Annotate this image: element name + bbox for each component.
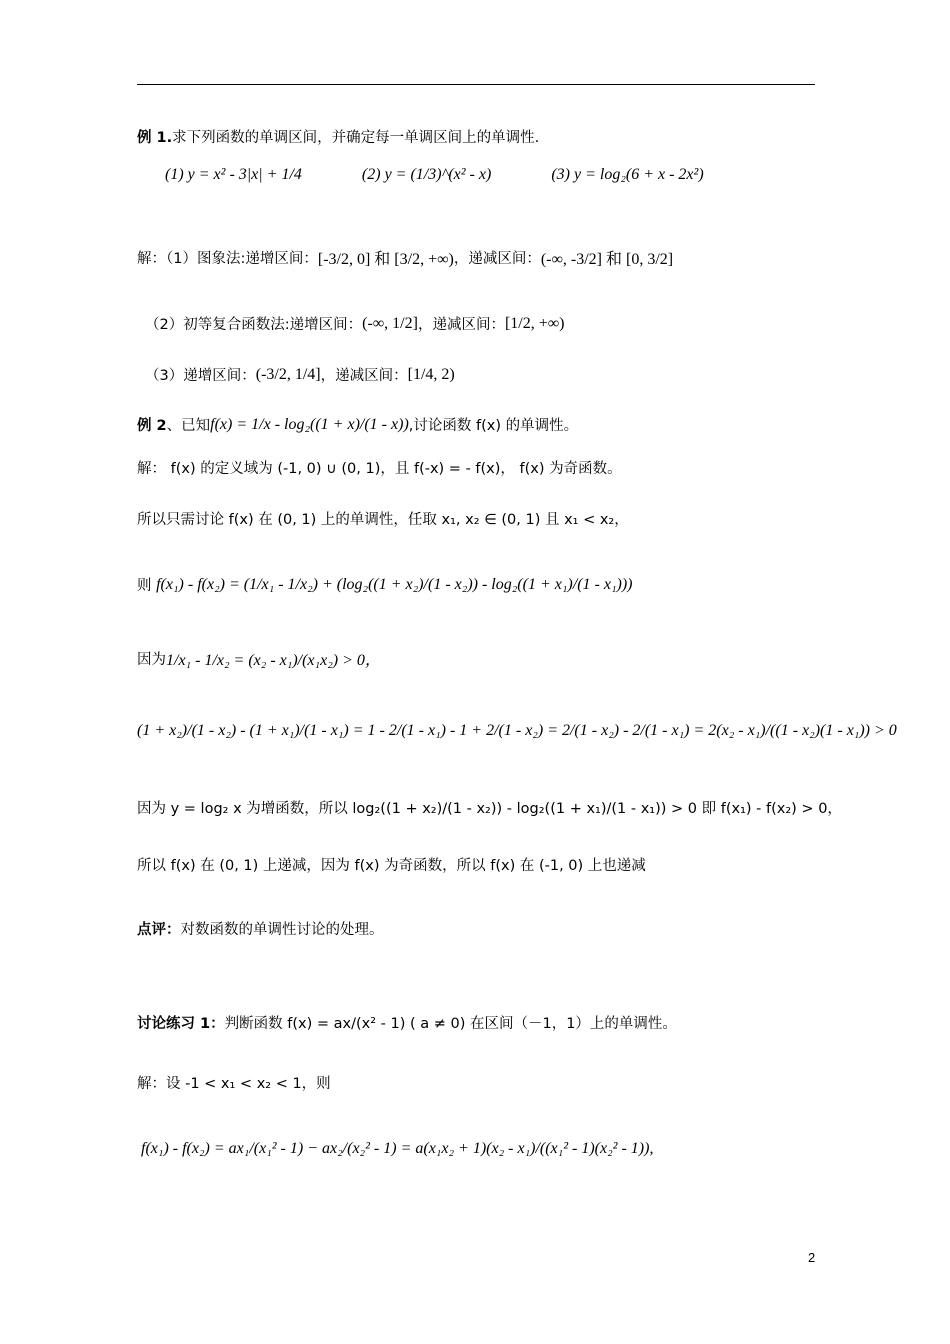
solution-1-mid: ，递减区间： [453,251,541,267]
example-2-tail: ,讨论函数 f(x) 的单调性。 [408,418,579,434]
example-2-line-7: 所以 f(x) 在 (0, 1) 上递减，因为 f(x) 为奇函数，所以 f(x) 在 (-1, 0) 上也递减 [137,858,646,874]
function-3: (3) y = log₂(6 + x - 2x²) [551,166,704,183]
example-1-text: 求下列函数的单调区间，并确定每一单调区间上的单调性. [172,130,540,146]
solution-3-mid: ，递减区间： [320,368,408,384]
example-2-line-2: 所以只需讨论 f(x) 在 (0, 1) 上的单调性，任取 x₁, x₂ ∈ (0, 1) 且 x₁ < x₂， [137,512,629,528]
page-number: 2 [808,1250,816,1265]
example-2-function: f(x) = 1/x - log₂((1 + x)/(1 - x)) [210,415,409,433]
practice-solution-1: 解：设 -1 < x₁ < x₂ < 1，则 [137,1076,331,1092]
solution-1-decreasing: (-∞, -3/2] 和 [0, 3/2] [540,251,674,268]
example-1-label: 例 1. [137,130,173,146]
solution-1-prefix: 解：（1）图象法:递增区间： [137,251,318,267]
solution-2-increasing: (-∞, 1/2] [362,314,418,332]
example-2-difference: f(x₁) - f(x₂) = (1/x₁ - 1/x₂) + (log₂((1 + x₂)/(1 - x₂)) - log₂((1 + x₁)/(1 - x₁))) [156,575,633,593]
function-2: (2) y = (1/3)^(x² - x) [361,166,492,183]
example-2-label: 例 2 [137,418,167,434]
example-2-line-4-prefix: 因为 [137,652,166,668]
comment-text: 对数函数的单调性讨论的处理。 [180,922,384,938]
example-2-line-5 [137,722,897,740]
practice-statement [137,1012,677,1033]
example-2-line-3-prefix: 则 [137,578,152,594]
header-rule [137,84,815,85]
example-2-line-4 [137,647,381,670]
solution-2-line [145,313,564,334]
solution-1-increasing: [-3/2, 0] 和 [3/2, +∞) [317,251,454,268]
solution-2-prefix: （2）初等复合函数法:递增区间： [145,317,363,333]
example-2-line-3 [137,574,633,595]
solution-1-line [137,246,673,269]
solution-3-increasing: (-3/2, 1/4] [255,365,321,383]
example-1-functions [165,166,704,184]
practice-solution-2 [141,1140,653,1158]
function-1: (1) y = x² - 3|x| + 1/4 [165,166,302,183]
comment-label: 点评： [137,922,181,938]
example-1-statement [137,126,539,147]
solution-3-prefix: （3）递增区间： [145,368,256,384]
practice-difference: f(x₁) - f(x₂) = ax₁/(x₁² - 1) − ax₂/(x₂² - 1) = a(x₁x₂ + 1)(x₂ - x₁)/((x₁² - 1)(x₂² - 1)), [141,1140,654,1157]
solution-3-line [145,364,455,385]
solution-2-mid: ，递减区间： [417,317,505,333]
practice-text: 判断函数 f(x) = ax/(x² - 1) ( a ≠ 0) 在区间（－1，1）上的单调性。 [224,1016,677,1032]
solution-2-decreasing: [1/2, +∞) [504,314,565,332]
comment-line [137,918,384,939]
example-2-fraction-diff: (1 + x₂)/(1 - x₂) - (1 + x₁)/(1 - x₁) = 1 - 2/(1 - x₁) - 1 + 2/(1 - x₂) = 2/(1 - x₂) - 2/(1 - x₁) = 2(x₂ - x₁)/((1 - x₂)(1 - x₁)) > 0 [137,722,897,739]
example-2-reciprocal-diff: 1/x₁ - 1/x₂ = (x₂ - x₁)/(x₁x₂) > 0， [166,652,381,669]
practice-label: 讨论练习 1： [137,1016,225,1032]
example-2-line-1: 解： f(x) 的定义域为 (-1, 0) ∪ (0, 1)，且 f(-x) = - f(x)， f(x) 为奇函数。 [137,461,622,477]
example-2-statement [137,414,578,435]
example-2-intro: 、已知 [166,418,211,434]
example-2-line-6: 因为 y = log₂ x 为增函数，所以 log₂((1 + x₂)/(1 - x₂)) - log₂((1 + x₁)/(1 - x₁)) > 0 即 f(x₁) - f(x₂) > 0， [137,801,842,817]
solution-3-decreasing: [1/4, 2) [407,365,455,383]
